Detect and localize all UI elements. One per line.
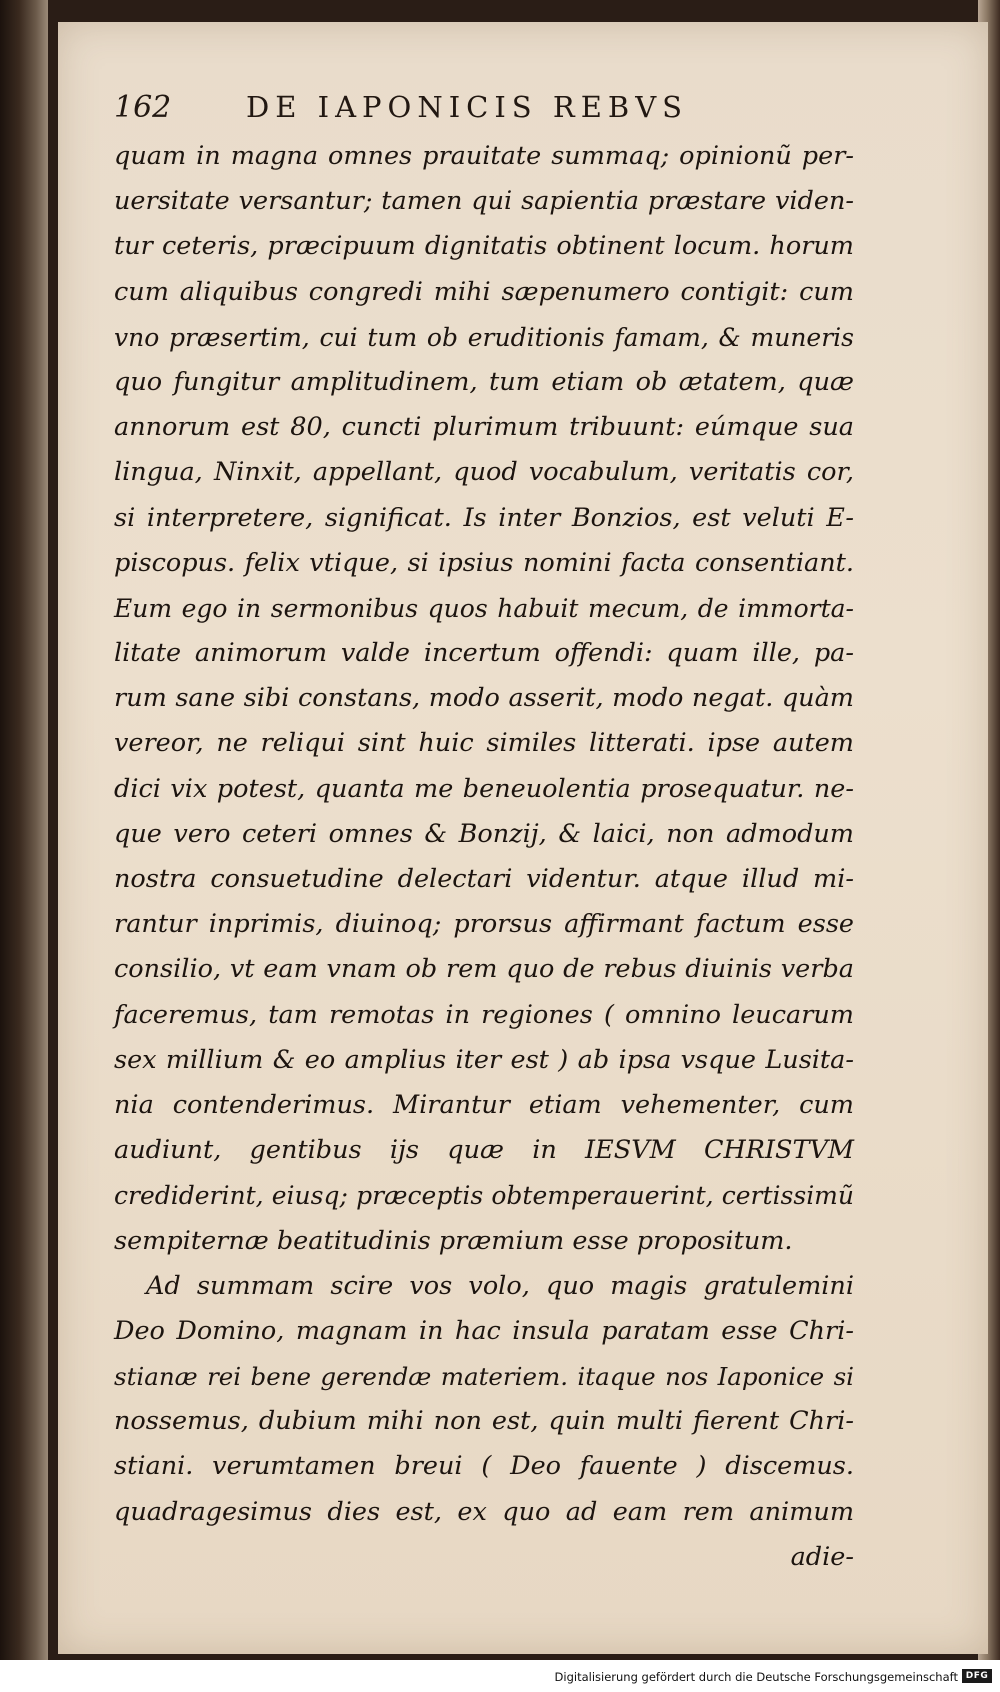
page-number: 162 bbox=[114, 90, 172, 125]
text-line: rum sane sibi constans, modo asserit, modo negat. quàm bbox=[114, 683, 854, 714]
text-line: audiunt, gentibus ijs quæ in IESVM CHRISTVM bbox=[114, 1135, 854, 1166]
text-line: si interpretere, significat. Is inter Bonzios, est veluti E- bbox=[114, 502, 854, 533]
text-line: consilio, vt eam vnam ob rem quo de rebus diuinis verba bbox=[114, 954, 854, 985]
text-line: Deo Domino, magnam in hac insula paratam esse Chri- bbox=[114, 1315, 854, 1346]
text-line: annorum est 80, cuncti plurimum tribuunt: eúmque sua bbox=[114, 412, 854, 443]
catchword: adie- bbox=[790, 1541, 854, 1572]
book-page bbox=[58, 22, 988, 1654]
text-line: sex millium & eo amplius iter est ) ab ipsa vsque Lusita- bbox=[114, 1044, 854, 1075]
running-head: DE IAPONICIS REBVS bbox=[246, 90, 689, 124]
text-line: que vero ceteri omnes & Bonzij, & laici, non admodum bbox=[114, 818, 854, 849]
text-line: crediderint, eiusq; præceptis obtemperauerint, certissimũ bbox=[114, 1181, 854, 1211]
text-line: rantur inprimis, diuinoq; prorsus affirmant factum esse bbox=[114, 909, 854, 940]
text-line: tur ceteris, præcipuum dignitatis obtinent locum. horum bbox=[114, 231, 854, 262]
footer-bar bbox=[0, 1660, 1000, 1692]
text-line: stiani. verumtamen breui ( Deo fauente ) discemus. bbox=[114, 1451, 854, 1482]
text-line: nia contenderimus. Mirantur etiam vehementer, cum bbox=[114, 1089, 854, 1120]
text-line: dici vix potest, quanta me beneuolentia prosequatur. ne- bbox=[114, 773, 854, 804]
text-line: uersitate versantur; tamen qui sapientia præstare viden- bbox=[114, 186, 854, 217]
text-line: faceremus, tam remotas in regiones ( omnino leucarum bbox=[114, 999, 854, 1030]
text-line: vno præsertim, cui tum ob eruditionis famam, & muneris bbox=[114, 322, 854, 352]
text-line: sempiternæ beatitudinis præmium esse propositum. bbox=[114, 1225, 793, 1256]
funding-credit: Digitalisierung gefördert durch die Deutsche Forschungsgemeinschaft bbox=[554, 1670, 958, 1684]
text-line: nossemus, dubium mihi non est, quin multi fierent Chri- bbox=[114, 1406, 854, 1437]
text-line: quadragesimus dies est, ex quo ad eam rem animum bbox=[114, 1496, 854, 1527]
text-line: lingua, Ninxit, appellant, quod vocabulum, veritatis cor, bbox=[114, 457, 854, 488]
text-line: Ad summam scire vos volo, quo magis gratulemini bbox=[146, 1270, 854, 1301]
text-line: stianæ rei bene gerendæ materiem. itaque nos Iaponice si bbox=[114, 1362, 854, 1392]
page-header bbox=[114, 90, 854, 132]
text-line: quam in magna omnes prauitate summaq; opinionũ per- bbox=[114, 141, 854, 171]
text-line: quo fungitur amplitudinem, tum etiam ob ætatem, quæ bbox=[114, 366, 854, 397]
text-line: litate animorum valde incertum offendi: quam ille, pa- bbox=[114, 638, 854, 669]
page-text-area bbox=[114, 90, 854, 1580]
dfg-logo: DFG bbox=[962, 1669, 992, 1683]
text-line: Eum ego in sermonibus quos habuit mecum, de immorta- bbox=[114, 593, 854, 623]
text-line: cum aliquibus congredi mihi sæpenumero contigit: cum bbox=[114, 276, 854, 307]
body-text bbox=[114, 134, 854, 1580]
text-line: nostra consuetudine delectari videntur. atque illud mi- bbox=[114, 864, 854, 894]
text-line: vereor, ne reliqui sint huic similes litterati. ipse autem bbox=[114, 728, 854, 759]
book-gutter-edge bbox=[0, 0, 48, 1660]
text-line: piscopus. felix vtique, si ipsius nomini facta consentiant. bbox=[114, 547, 854, 578]
